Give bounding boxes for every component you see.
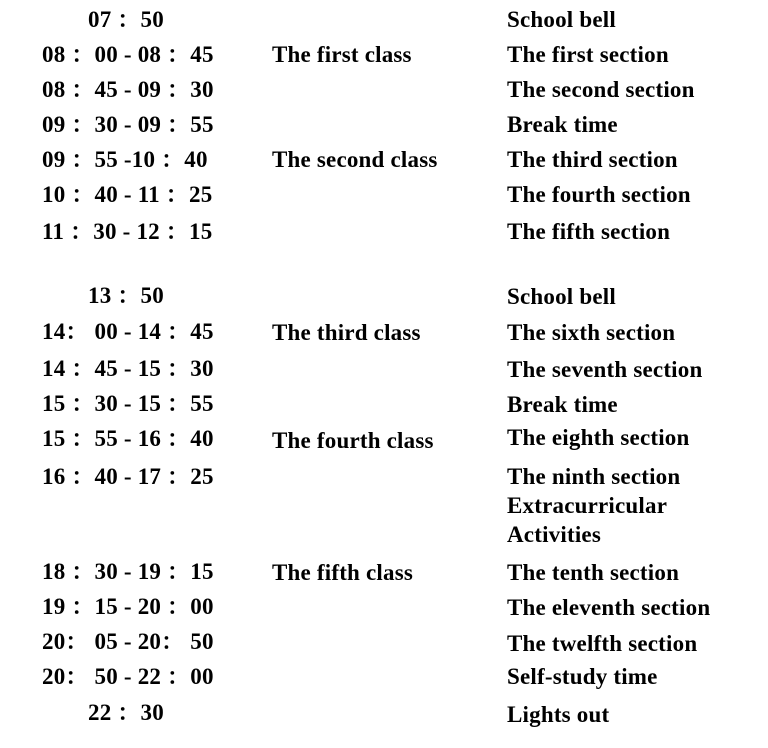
schedule-time: 20： 50 - 22 ：00 [42,664,214,689]
schedule-time: 11 ：30 - 12 ：15 [42,219,213,244]
schedule-time: 09 ：30 - 09 ：55 [42,112,214,137]
schedule-time: 19 ：15 - 20 ：00 [42,594,214,619]
schedule-class: The fourth class [272,428,434,453]
schedule-activity: The third section [507,147,678,172]
schedule-activity: The twelfth section [507,631,698,656]
schedule-time: 09 ：55 -10 ：40 [42,147,208,172]
schedule-time: 18 ：30 - 19 ：15 [42,559,214,584]
schedule-activity: The first section [507,42,669,67]
schedule-activity: The tenth section [507,560,680,585]
schedule-class: The fifth class [272,560,413,585]
schedule-activity: The eleventh section [507,595,711,620]
schedule-time: 13 ：50 [88,283,164,308]
schedule-activity: The eighth section [507,425,690,450]
schedule-time: 15 ：55 - 16 ：40 [42,426,214,451]
schedule-activity: School bell [507,284,616,309]
schedule-time: 08 ：00 - 08 ：45 [42,42,214,67]
schedule-class: The second class [272,147,438,172]
schedule-activity: Self-study time [507,664,658,689]
schedule-activity: Break time [507,392,618,417]
schedule-activity: The sixth section [507,320,676,345]
schedule-activity: The ninth section Extracurricular Activities [507,464,681,547]
schedule-activity: The seventh section [507,357,703,382]
schedule-activity: School bell [507,7,616,32]
schedule-activity: The fifth section [507,219,671,244]
schedule-time: 14 ：45 - 15 ：30 [42,356,214,381]
schedule-time: 10 ：40 - 11 ：25 [42,182,213,207]
schedule-activity: The second section [507,77,695,102]
schedule-time: 14： 00 - 14 ：45 [42,319,214,344]
schedule-time: 08 ：45 - 09 ：30 [42,77,214,102]
schedule-class: The third class [272,320,421,345]
schedule-activity: Lights out [507,702,610,727]
schedule-activity: The fourth section [507,182,691,207]
schedule-activity: Break time [507,112,618,137]
schedule-class: The first class [272,42,412,67]
schedule-time: 07 ：50 [88,7,164,32]
schedule-time: 20： 05 - 20： 50 [42,629,214,654]
schedule-time: 15 ：30 - 15 ：55 [42,391,214,416]
schedule-time: 16 ：40 - 17 ：25 [42,464,214,489]
schedule-time: 22 ：30 [88,700,164,725]
